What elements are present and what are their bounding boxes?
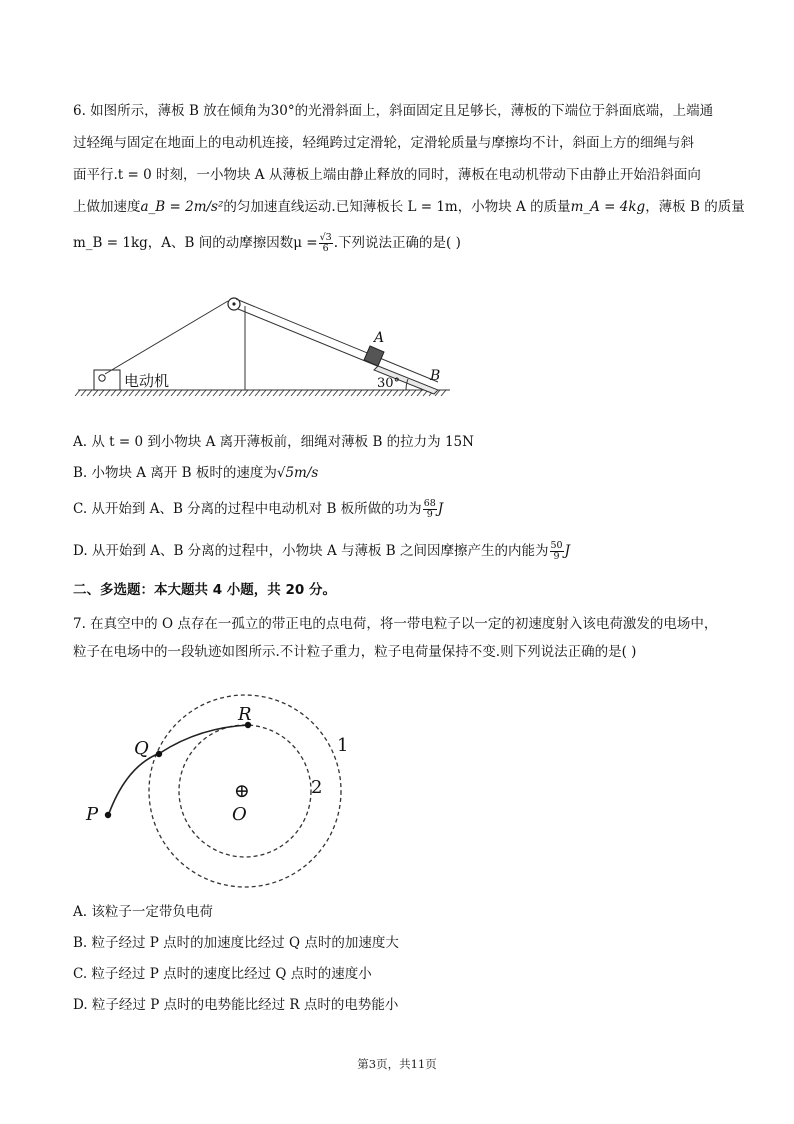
- angle-label: 30°: [377, 376, 401, 391]
- hatch-mark: [129, 390, 134, 396]
- hatch-mark: [177, 390, 182, 396]
- mu-fraction: $\frac{√3}{6}$: [319, 232, 332, 254]
- hatch-mark: [153, 390, 158, 396]
- board-label-B: B: [430, 368, 441, 384]
- point-Q: [156, 751, 162, 757]
- formula-aB: a_B = 2m/s²: [140, 199, 224, 215]
- block-label-A: A: [374, 330, 385, 346]
- hatch-mark: [255, 390, 260, 396]
- hatch-mark: [405, 390, 410, 396]
- hatch-mark: [303, 390, 308, 396]
- q7-option-d: D. 粒子经过 P 点时的电势能比经过 R 点时的电势能小: [73, 997, 399, 1013]
- hatch-mark: [279, 390, 284, 396]
- hatch-mark: [333, 390, 338, 396]
- hatch-mark: [117, 390, 122, 396]
- point-P: [105, 812, 111, 818]
- hatch-mark: [207, 390, 212, 396]
- q6-option-a: A. 从 t = 0 到小物块 A 离开薄板前，细绳对薄板 B 的拉力为 15N: [73, 434, 474, 450]
- hatch-mark: [285, 390, 290, 396]
- hatch-mark: [75, 390, 80, 396]
- hatch-mark: [81, 390, 86, 396]
- q7-option-a: A. 该粒子一定带负电荷: [73, 904, 213, 920]
- q6-line-1: 6. 如图所示，薄板 B 放在倾角为30°的光滑斜面上，斜面固定且足够长，薄板的下端位于斜面底端，上端通: [73, 103, 714, 119]
- q6-option-d: D. 从开始到 A、B 分离的过程中，小物块 A 与薄板 B 之间因摩擦产生的内能为 $\frac{50}{9}$ J: [73, 540, 571, 562]
- hatch-mark: [291, 390, 296, 396]
- q6-line-3: 面平行.t = 0 时刻，一小物块 A 从薄板上端由静止释放的同时，薄板在电动机带动下由静止开始沿斜面向: [73, 167, 701, 183]
- hatch-mark: [249, 390, 254, 396]
- hatch-mark: [135, 390, 140, 396]
- page-footer: 第3页，共11页: [357, 1057, 437, 1071]
- rope-to-motor: [105, 301, 228, 374]
- label-circle-1: 1: [337, 735, 349, 756]
- hatch-mark: [357, 390, 362, 396]
- hatch-mark: [99, 390, 104, 396]
- hatch-mark: [273, 390, 278, 396]
- q6-line-5: m_B = 1kg，A、B 间的动摩擦因数μ = $\frac{√3}{6}$ .下列说法正确的是( ): [73, 232, 461, 254]
- hatch-mark: [309, 390, 314, 396]
- heat-fraction: $\frac{50}{9}$: [550, 540, 563, 562]
- hatch-mark: [327, 390, 332, 396]
- hatch-mark: [93, 390, 98, 396]
- hatch-mark: [417, 390, 422, 396]
- hatch-mark: [87, 390, 92, 396]
- motor-shaft: [99, 375, 105, 381]
- label-R: R: [238, 704, 252, 725]
- hatch-mark: [267, 390, 272, 396]
- hatch-mark: [171, 390, 176, 396]
- hatch-mark: [411, 390, 416, 396]
- hatch-mark: [195, 390, 200, 396]
- q7-option-b: B. 粒子经过 P 点时的加速度比经过 Q 点时的加速度大: [73, 935, 399, 951]
- q7-line-1: 7. 在真空中的 O 点存在一孤立的带正电的点电荷，将一带电粒子以一定的初速度射入该电荷激发的电场中，: [73, 616, 718, 632]
- hatch-mark: [201, 390, 206, 396]
- hatch-mark: [141, 390, 146, 396]
- hatch-mark: [123, 390, 128, 396]
- section-header-multi-choice: 二、多选题：本大题共 4 小题，共 20 分。: [73, 582, 336, 598]
- hatch-mark: [219, 390, 224, 396]
- hatch-mark: [213, 390, 218, 396]
- hatch-mark: [345, 390, 350, 396]
- q6-option-c: C. 从开始到 A、B 分离的过程中电动机对 B 板所做的功为 $\frac{68}{9}$ J: [73, 498, 444, 520]
- hatch-mark: [315, 390, 320, 396]
- hatch-mark: [237, 390, 242, 396]
- work-fraction: $\frac{68}{9}$: [423, 498, 436, 520]
- hatch-mark: [351, 390, 356, 396]
- particle-trajectory: [108, 725, 250, 816]
- hatch-mark: [189, 390, 194, 396]
- label-circle-2: 2: [311, 777, 323, 798]
- label-O: O: [232, 804, 247, 825]
- field-figure: [80, 694, 370, 894]
- hatch-mark: [369, 390, 374, 396]
- label-Q: Q: [134, 738, 149, 759]
- hatch-mark: [165, 390, 170, 396]
- q7-line-2: 粒子在电场中的一段轨迹如图所示.不计粒子重力，粒子电荷量保持不变.则下列说法正确的是( ): [73, 644, 637, 660]
- hatch-mark: [231, 390, 236, 396]
- hatch-mark: [183, 390, 188, 396]
- hatch-mark: [225, 390, 230, 396]
- hatch-mark: [321, 390, 326, 396]
- hatch-mark: [441, 390, 446, 396]
- q6-option-b: B. 小物块 A 离开 B 板时的速度为√5m/s: [73, 465, 319, 481]
- hatch-mark: [159, 390, 164, 396]
- q7-option-c: C. 粒子经过 P 点时的速度比经过 Q 点时的速度小: [73, 966, 372, 982]
- motor-label: 电动机: [124, 372, 170, 390]
- positive-charge-icon: ⊕: [234, 780, 250, 802]
- q6-line-4: 上做加速度a_B = 2m/s²的匀加速直线运动.已知薄板长 L = 1m，小物块 A 的质量m_A = 4kg，薄板 B 的质量: [73, 199, 745, 215]
- q6-line-2: 过轻绳与固定在地面上的电动机连接，轻绳跨过定滑轮，定滑轮质量与摩擦均不计，斜面上方的细绳与斜: [73, 135, 694, 151]
- hatch-mark: [105, 390, 110, 396]
- hatch-mark: [243, 390, 248, 396]
- formula-mA: m_A = 4kg: [570, 199, 646, 215]
- hatch-mark: [363, 390, 368, 396]
- hatch-mark: [261, 390, 266, 396]
- hatch-mark: [297, 390, 302, 396]
- hatch-mark: [111, 390, 116, 396]
- hatch-mark: [339, 390, 344, 396]
- incline-figure: [78, 290, 458, 408]
- label-P: P: [86, 804, 99, 825]
- block-A: [364, 346, 384, 366]
- hatch-mark: [147, 390, 152, 396]
